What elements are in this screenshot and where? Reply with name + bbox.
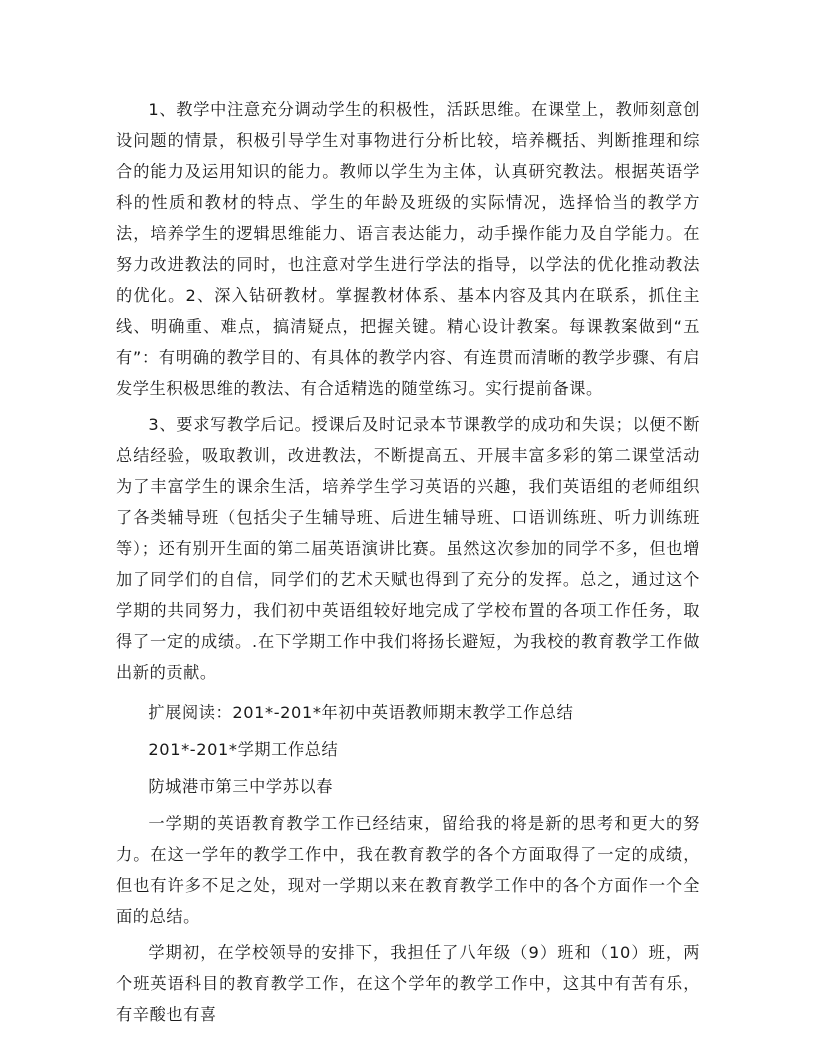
extended-reading-title: 扩展阅读：201*-201*年初中英语教师期末教学工作总结	[148, 703, 574, 722]
paragraph-summary-intro: 一学期的英语教育教学工作已经结束，留给我的将是新的思考和更大的努力。在这一学年的教学工作中，我在教育教学的各个方面取得了一定的成绩，但也有许多不足之处，现对一学期以来在教育教学工作中的各个方面作一个全面的总结。	[116, 814, 700, 926]
author-line: 防城港市第三中学苏以春	[148, 777, 334, 796]
paragraph-semester-start: 学期初，在学校领导的安排下，我担任了八年级（9）班和（10）班，两个班英语科目的教育教学工作，在这个学年的教学工作中，这其中有苦有乐，有辛酸也有喜	[116, 943, 700, 1024]
document-subtitle: 201*-201*学期工作总结	[148, 740, 339, 759]
paragraph-teaching-methods: 1、教学中注意充分调动学生的积极性，活跃思维。在课堂上，教师刻意创设问题的情景，积极引导学生对事物进行分析比较，培养概括、判断推理和综合的能力及运用知识的能力。教师以学生为主体，认真研究教法。根据英语学科的性质和教材的特点、学生的年龄及班级的实际情况，选择恰当的教学方法，培养学生的逻辑思维能力、语言表达能力，动手操作能力及自学能力。在努力改进教法的同时，也注意对学生进行学法的指导，以学法的优化推动教法的优化。2、深入钻研教材。掌握教材体系、基本内容及其内在联系，抓住主线、明确重、难点，搞清疑点，把握关键。精心设计教案。每课教案做到“五有”：有明确的教学目的、有具体的教学内容、有连贯而清晰的教学步骤、有启发学生积极思维的教法、有合适精选的随堂练习。实行提前备课。	[116, 100, 700, 398]
document-body	[116, 94, 700, 1030]
paragraph-teaching-records: 3、要求写教学后记。授课后及时记录本节课教学的成功和失误；以便不断总结经验，吸取教训，改进教法，不断提高五、开展丰富多彩的第二课堂活动为了丰富学生的课余生活，培养学生学习英语的兴趣，我们英语组的老师组织了各类辅导班（包括尖子生辅导班、后进生辅导班、口语训练班、听力训练班等）；还有别开生面的第二届英语演讲比赛。虽然这次参加的同学不多，但也增加了同学们的自信，同学们的艺术天赋也得到了充分的发挥。总之，通过这个学期的共同努力，我们初中英语组较好地完成了学校布置的各项工作任务，取得了一定的成绩。.在下学期工作中我们将扬长避短，为我校的教育教学工作做出新的贡献。	[116, 415, 700, 682]
